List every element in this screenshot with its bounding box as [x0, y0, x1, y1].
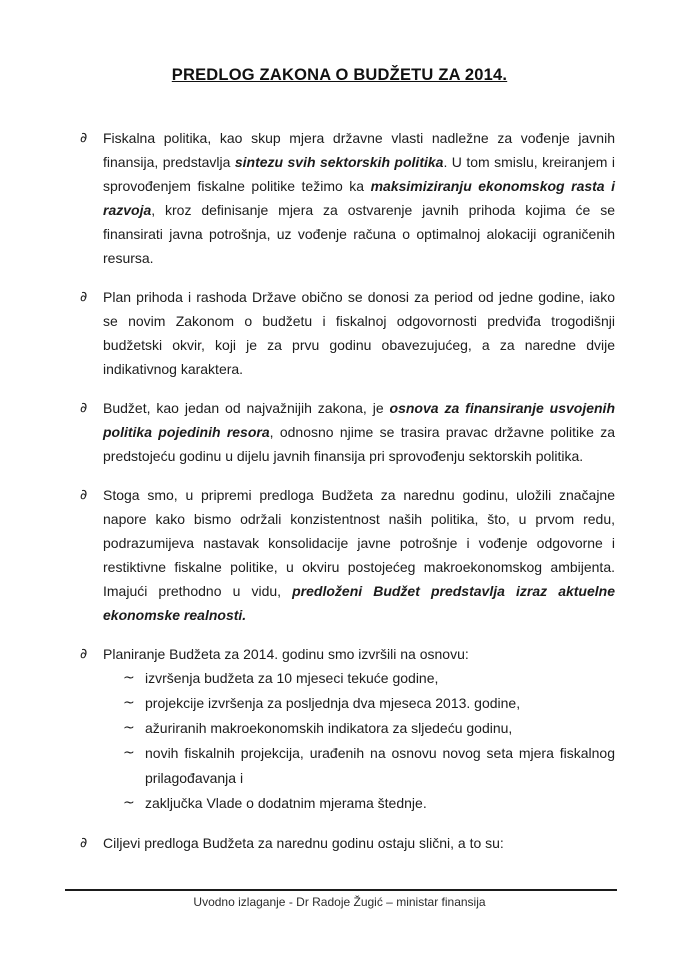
- document-body: [80, 126, 615, 855]
- sub-list: [103, 666, 615, 816]
- paragraph-text: [103, 396, 615, 468]
- text-run: . U tom smislu, kreiranjem i sprovođenjem fiskalne politike težimo ka: [103, 154, 616, 194]
- text-run: , odnosno njime se trasira pravac državne politike za predstojeću godinu u dijelu javnih finansija pri sprovođenju sektorskih politika.: [103, 424, 615, 464]
- footer-text: Uvodno izlaganje - Dr Radoje Žugić – ministar finansija: [193, 895, 486, 909]
- sub-list-item: [103, 691, 615, 716]
- text-run: Planiranje Budžeta za 2014. godinu smo izvršili na osnovu:: [103, 646, 469, 662]
- sub-item-text: zaključka Vlade o dodatnim mjerama štednje.: [145, 795, 427, 811]
- text-run: Ciljevi predloga Budžeta za narednu godinu ostaju slični, a to su:: [103, 835, 504, 851]
- sub-list-item: [103, 666, 615, 691]
- bullet-paragraph: [80, 483, 615, 627]
- bullet-marker: ∂: [80, 400, 88, 416]
- text-run: predloženi Budžet predstavlja izraz aktuelne ekonomske realnosti.: [103, 583, 615, 623]
- text-run: Fiskalna politika, kao skup mjera državne vlasti nadležne za vođenje javnih finansija, predstavlja: [103, 130, 615, 170]
- sub-bullet-marker: ~: [123, 670, 135, 686]
- bullet-marker: ∂: [80, 835, 88, 851]
- sub-item-text: ažuriranih makroekonomskih indikatora za sljedeću godinu,: [145, 720, 513, 736]
- sub-list-item: [103, 741, 615, 791]
- sub-list-item: [103, 791, 615, 816]
- sub-item-text: izvršenja budžeta za 10 mjeseci tekuće godine,: [145, 670, 439, 686]
- bullet-paragraph: [80, 285, 615, 381]
- text-run: , kroz definisanje mjera za ostvarenje javnih prihoda kojima će se finansirati javna potrošnja, uz vođenje računa o optimalnoj alokaciji ograničenih resursa.: [103, 202, 615, 266]
- bullet-paragraph: [80, 831, 615, 855]
- bullet-paragraph: [80, 642, 615, 816]
- sub-item-text: novih fiskalnih projekcija, urađenih na osnovu novog seta mjera fiskalnog prilagođavanja i: [145, 745, 615, 786]
- text-run: Plan prihoda i rashoda Države obično se donosi za period od jedne godine, iako se novim Zakonom o budžetu i fiskalnoj odgovornosti predviđa trogodišnji budžetski okvir, koji je za prvu godinu obavezujućeg, a za naredne dvije indikativnog karaktera.: [103, 289, 615, 377]
- sub-item-text: projekcije izvršenja za posljednja dva mjeseca 2013. godine,: [145, 695, 521, 711]
- document-title: PREDLOG ZAKONA O BUDŽETU ZA 2014.: [171, 66, 508, 84]
- bullet-marker: ∂: [80, 646, 88, 662]
- text-run: maksimiziranju ekonomskog rasta i razvoja: [103, 178, 615, 218]
- text-run: osnova za finansiranje usvojenih politika pojedinih resora: [103, 400, 615, 440]
- page-footer: [0, 889, 679, 910]
- paragraph-text: [103, 831, 615, 855]
- bullet-marker: ∂: [80, 289, 88, 305]
- sub-bullet-marker: ~: [123, 720, 135, 736]
- bullet-marker: ∂: [80, 130, 88, 146]
- text-run: Budžet, kao jedan od najvažnijih zakona, je: [103, 400, 390, 416]
- text-run: sintezu svih sektorskih politika: [234, 154, 444, 170]
- paragraph-text: [103, 642, 615, 816]
- sub-bullet-marker: ~: [123, 795, 135, 811]
- bullet-marker: ∂: [80, 487, 88, 503]
- paragraph-text: [103, 126, 615, 270]
- bullet-paragraph: [80, 126, 615, 270]
- sub-list-item: [103, 716, 615, 741]
- sub-bullet-marker: ~: [123, 745, 135, 761]
- paragraph-text: [103, 285, 615, 381]
- paragraph-text: [103, 483, 615, 627]
- sub-bullet-marker: ~: [123, 695, 135, 711]
- footer-divider: [65, 889, 617, 891]
- text-run: Stoga smo, u pripremi predloga Budžeta za narednu godinu, uložili značajne napore kako bismo održali konzistentnost naših politika, što, u prvom redu, podrazumijeva nastavak konsolidacije javne potrošnje i vođenje odgovorne i restiktivne fiskalne politike, u okviru postojećeg makroekonomskog ambijenta. Imajući prethodno u vidu,: [103, 487, 615, 599]
- bullet-paragraph: [80, 396, 615, 468]
